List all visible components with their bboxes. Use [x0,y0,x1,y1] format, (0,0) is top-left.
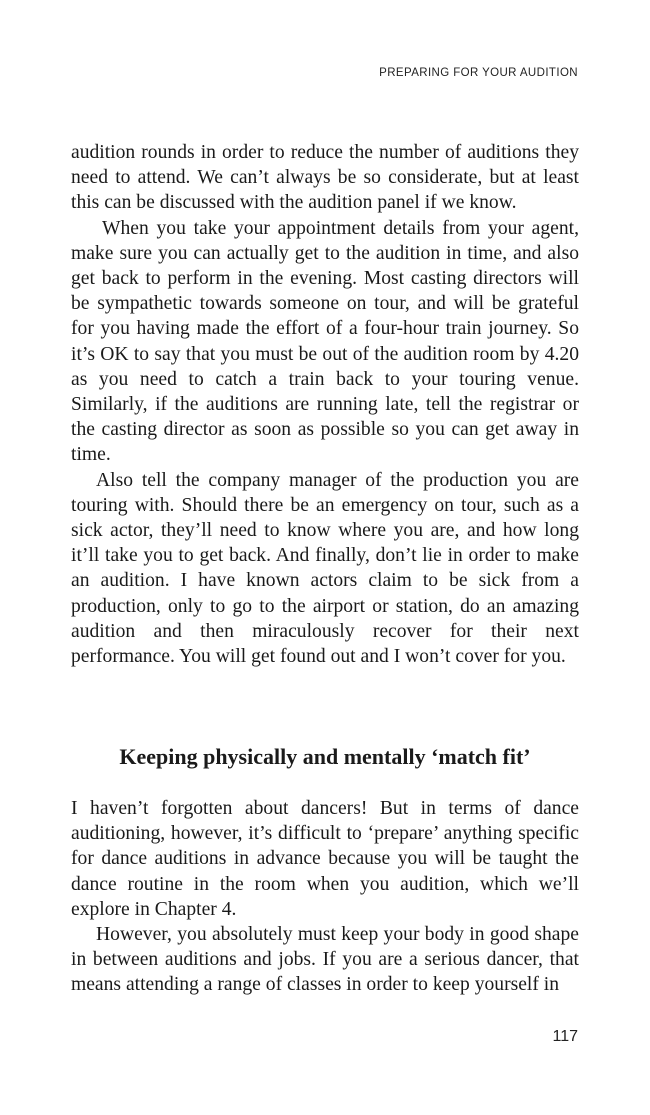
paragraph-5: However, you absolutely must keep your body in good shape in between auditions and jobs. If you are a serious dancer, that means attending a range of classes in order to keep yourself in [71,924,579,996]
paragraph-4: I haven’t forgotten about dancers! But in terms of dance auditioning, however, it’s difficult to ‘prepare’ anything specific for dance auditions in advance because you will be taught the dance routine in the room when you audition, which we’ll explore in Chapter 4. [71,798,579,920]
running-head: PREPARING FOR YOUR AUDITION [379,67,578,79]
body-text-after-heading [71,796,579,998]
paragraph-1: audition rounds in order to reduce the number of auditions they need to attend. We can’t always be so considerate, but at least this can be discussed with the audition panel if we know. [71,142,579,214]
section-heading: Keeping physically and mentally ‘match fit’ [119,744,531,769]
paragraph-3: Also tell the company manager of the production you are touring with. Should there be an emergency on tour, such as a sick actor, they’ll need to know where you are, and how long it’ll take you to get back. And finally, don’t lie in order to make an audition. I have known actors claim to be sick from a production, only to go to the airport or station, do an amazing audition and then miraculously recover for their next performance. You will get found out and I won’t cover for you. [71,469,579,668]
body-text-before-heading [71,140,579,669]
page-number: 117 [552,1028,578,1045]
paragraph-2: When you take your appointment details from your agent, make sure you can actually get to the audition in time, and also get back to perform in the evening. Most casting directors will be sympathetic towards someone on tour, and will be grateful for you having made the effort of a four-hour train journey. So it’s OK to say that you must be out of the audition room by 4.20 as you need to catch a train back to your touring venue. Similarly, if the auditions are running late, tell the registrar or the casting director as soon as possible so you can get away in time. [71,217,579,466]
